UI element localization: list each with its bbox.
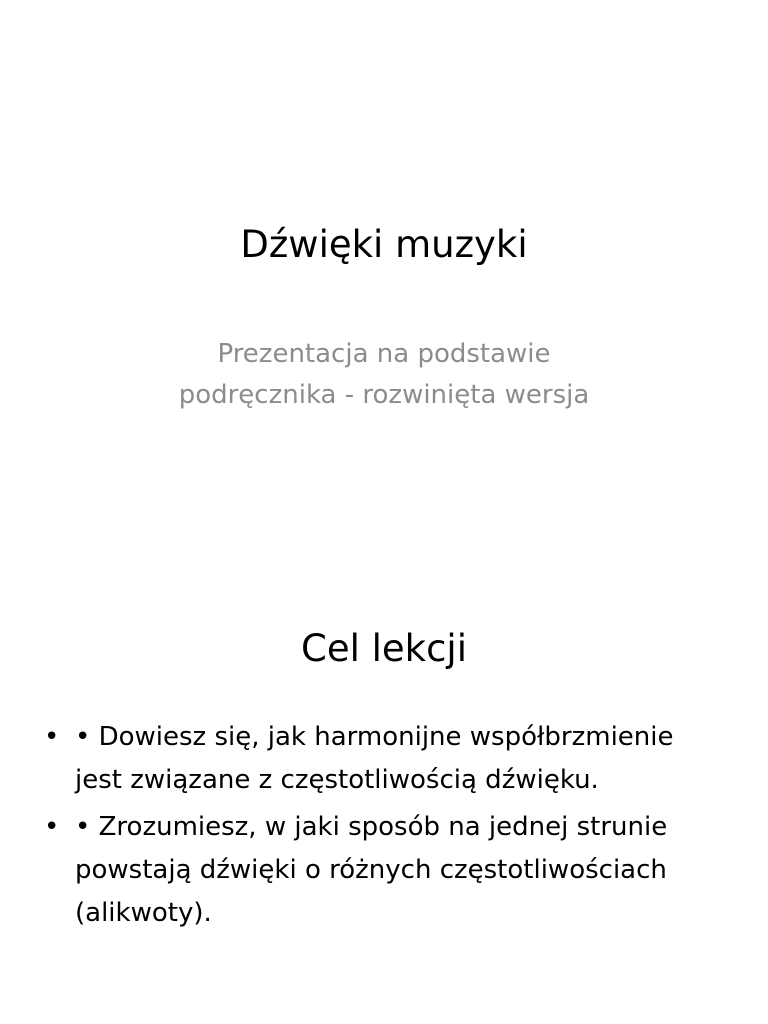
list-item-text bbox=[75, 806, 728, 935]
text-line: • Zrozumiesz, w jaki sposób na jednej strunie bbox=[75, 812, 668, 842]
lesson-goals-slide bbox=[0, 512, 768, 1024]
presentation-subtitle bbox=[0, 334, 768, 416]
text-line: • Dowiesz się, jak harmonijne współbrzmienie bbox=[75, 722, 674, 752]
slide-title: Cel lekcji bbox=[300, 627, 467, 670]
goals-list bbox=[0, 716, 768, 939]
list-item bbox=[0, 716, 768, 802]
bullet-icon: • bbox=[44, 722, 60, 752]
text-line: powstają dźwięki o różnych częstotliwościach bbox=[75, 855, 667, 885]
bullet-icon: • bbox=[44, 812, 60, 842]
presentation-title: Dźwięki muzyki bbox=[240, 223, 528, 266]
text-line: (alikwoty). bbox=[75, 898, 212, 928]
subtitle-line: podręcznika - rozwinięta wersja bbox=[178, 380, 590, 410]
list-item-text bbox=[75, 716, 728, 802]
subtitle-line: Prezentacja na podstawie bbox=[217, 339, 551, 369]
list-item bbox=[0, 806, 768, 935]
text-line: jest związane z częstotliwością dźwięku. bbox=[75, 765, 599, 795]
